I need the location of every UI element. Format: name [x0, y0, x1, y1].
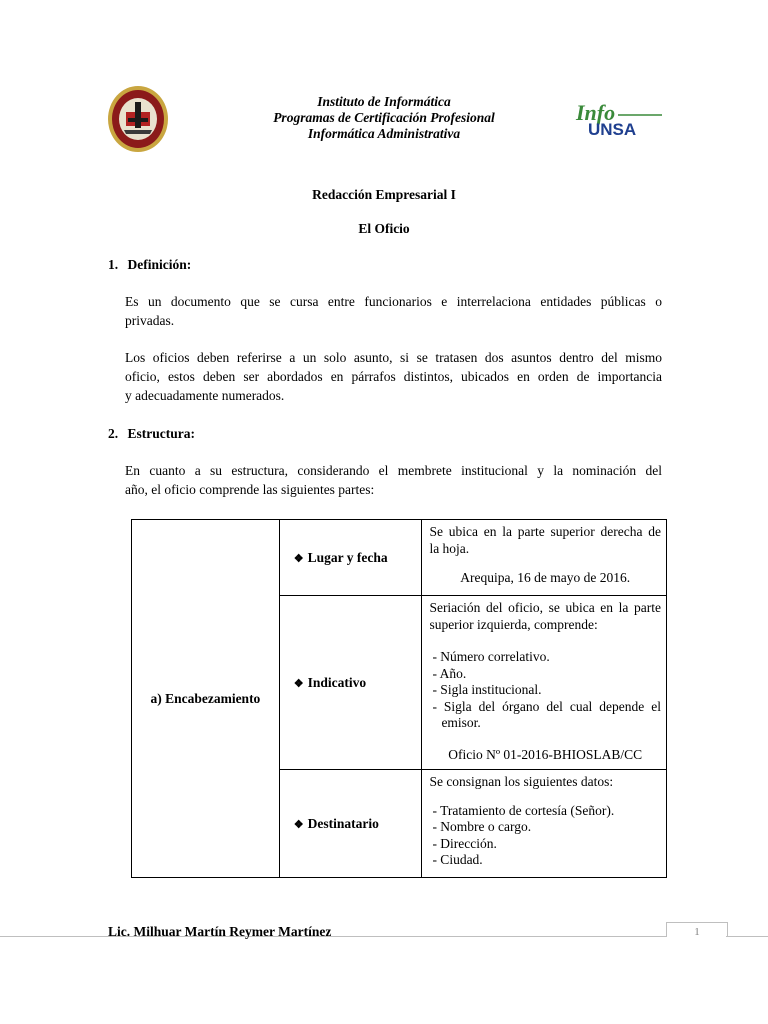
paragraph-structure [125, 461, 662, 499]
logo-unsa-text: UNSA [588, 120, 637, 139]
row-description-cell [422, 770, 667, 878]
description-line: Seriación del oficio, se ubica en la parte [429, 600, 661, 615]
section-2-number: 2. [108, 426, 119, 441]
section-2-title: Estructura: [127, 426, 195, 441]
diamond-bullet-icon: ❖ [293, 818, 304, 831]
list-item: - Sigla del órgano del cual depende el [432, 698, 661, 714]
example-text: Oficio Nº 01-2016-BHIOSLAB/CC [448, 746, 643, 762]
row-label: Destinatario [307, 815, 379, 831]
institution-header [200, 94, 568, 142]
row-label: Lugar y fecha [307, 549, 388, 565]
table-row [132, 520, 667, 596]
program-name: Programas de Certificación Profesional [273, 110, 495, 125]
footer-author: Lic. Milhuar Martín Reymer Martínez [108, 924, 332, 939]
paragraph-definition [125, 292, 662, 330]
department-name: Informática Administrativa [307, 126, 461, 141]
description-line: Se ubica en la parte superior derecha de [429, 524, 661, 539]
row-label-cell [279, 770, 422, 878]
description-line: superior izquierda, comprende: [429, 616, 598, 632]
list-item: - Tratamiento de cortesía (Señor). [432, 802, 615, 818]
row-label-cell [279, 520, 422, 596]
list-item: - Dirección. [432, 835, 497, 851]
row-description-cell [422, 596, 667, 770]
university-seal-logo [106, 84, 170, 154]
row-description-cell [422, 520, 667, 596]
part-heading-cell: a) Encabezamiento [132, 520, 280, 878]
description-line: Se consignan los siguientes datos: [429, 774, 614, 789]
section-1-number: 1. [108, 257, 119, 272]
section-1-title: Definición: [127, 257, 192, 272]
info-unsa-logo [574, 100, 666, 140]
document-title: Redacción Empresarial I [312, 187, 456, 202]
list-item: - Año. [432, 665, 467, 681]
paragraph-line: oficio, estos deben ser abordados en párrafos distintos, ubicados en orden de importancia [125, 369, 662, 384]
paragraph-line: y adecuadamente numerados. [125, 388, 285, 403]
list-item: - Número correlativo. [432, 649, 550, 664]
paragraph-line: año, el oficio comprende las siguientes partes: [125, 482, 375, 497]
page-number: 1 [694, 926, 700, 938]
paragraph-line: privadas. [125, 313, 175, 328]
example-text: Arequipa, 16 de mayo de 2016. [460, 570, 631, 585]
footer-divider [726, 936, 768, 937]
section-2-heading [108, 426, 195, 442]
list-item: - Nombre o cargo. [432, 819, 532, 834]
diamond-bullet-icon: ❖ [293, 677, 304, 690]
institution-name: Instituto de Informática [317, 94, 451, 109]
list-item: emisor. [441, 715, 481, 730]
section-1-heading [108, 257, 191, 273]
description-line: la hoja. [429, 540, 470, 556]
row-label-cell [279, 596, 422, 770]
paragraph-line: En cuanto a su estructura, considerando el membrete institucional y la nominación del [125, 463, 662, 478]
page-number-box [666, 922, 728, 937]
diamond-bullet-icon: ❖ [293, 552, 304, 565]
paragraph-line: Los oficios deben referirse a un solo asunto, si se tratasen dos asuntos dentro del mismo [125, 350, 662, 365]
paragraph-line: Es un documento que se cursa entre funcionarios e interrelaciona entidades públicas o [125, 294, 662, 309]
row-label: Indicativo [307, 674, 367, 690]
structure-table [131, 519, 667, 878]
logo-info-text: Info [576, 100, 616, 125]
footer-divider [0, 936, 666, 937]
paragraph-single-subject [125, 348, 662, 405]
list-item: - Sigla institucional. [432, 682, 542, 697]
list-item: - Ciudad. [432, 852, 483, 867]
document-subtitle: El Oficio [358, 221, 410, 236]
